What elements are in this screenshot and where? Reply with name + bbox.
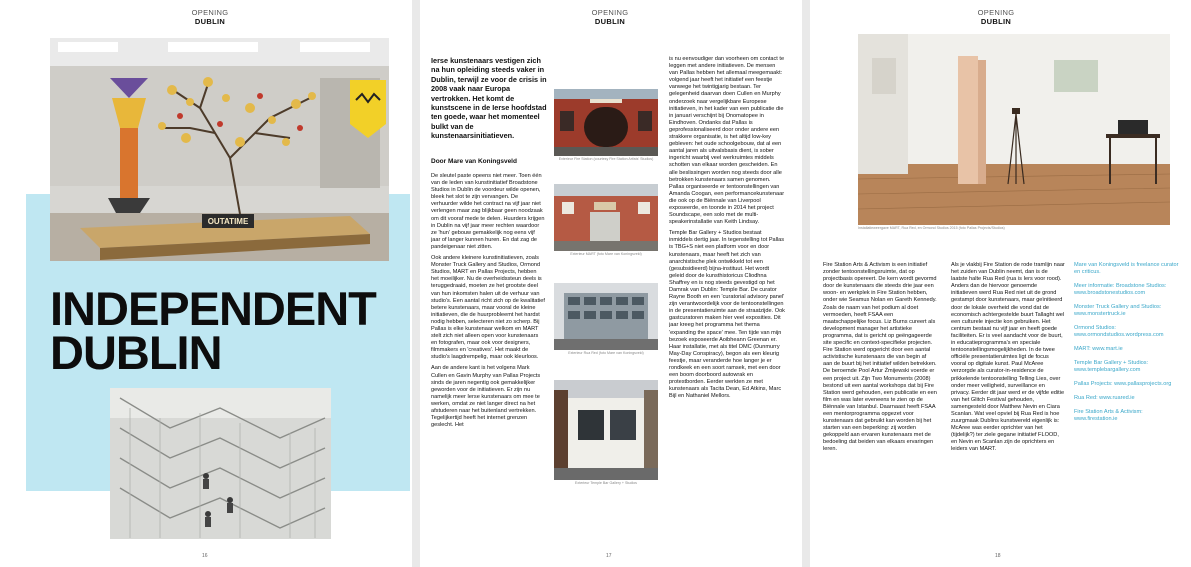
info-link[interactable]: Meer informatie: Broadstone Studios: www.broadstonestudios.com <box>1074 283 1167 296</box>
body-column-b: is nu eenvoudiger dan voorheen om contact te leggen met andere initiatieven. De mensen van Pallas hebben het allemaal meegemaakt: volgend jaar heeft het initiatief een feestje vanwege het twintigjarig bestaan. Ter gelegenheid daarvan doen Cullen en Murphy onderzoek naar vergelijkbare Europese initiatieven, in het kader van een publicatie die in januari verschijnt bij Onomatopee in Eindhoven. Ondanks dat Pallas is geprofessionaliseerd door onder andere een strakkere organisatie, is het altijd low-key gebleven: het oude schoolgebouw, dat al een aantal jaren als uitvalsbasis dient, is sober ingericht waarbij veel werkruimtes middels schotten van elkaar worden gescheiden. En alle beslissingen worden nog steeds door alle betrokken kunstenaars samen genomen. Pallas organiseerde er tentoonstellingen van Amanda Coogan, een performancekunstenaar die ook op de Biënnale van Liverpool exposeerde, en toonde in 2014 het project Soundscape, een solo met de multi-speakerinstallatie van Keith Lindsay. Temple Bar Gallery + Studios bestaat inmiddels dertig jaar. In tegenstelling tot Pallas is TBG+S niet een platform voor en door kunstenaars, maar heeft het zich van anarchistische plek ontwikkeld tot een (gesubsidieerd) bijna-instituut. Het wordt geleid door de kunsthistoricus Cliodhna Shaffrey en is nog steeds gevestigd op het Damrak van Dublin: Temple Bar. De curator Rayne Booth en een 'curatorial advisory panel' zijn verantwoordelijk voor de tentoonstellingen in de presentatieruimte aan de straatzijde. Ook gastcuratoren maken hier veel exposities. Dit jaar kreeg het programma het thema 'expanding the space' mee. Ten tijde van mijn bezoek exposeerde Aoibheann Greenan er. Haar installatie, met als titel DMC (Dunmurry May-Day Conspiracy), begon als een kleurig feestje, maar veranderde hoe langer je er rondkeek en een soort ramsek, met een door een boom doorboord autowrak en protestborden. Eerder werkten ze met kunstenaars als Tacita Dean, Ed Atkins, Marc Bijl en Nathaniel Mellors. <box>669 56 785 400</box>
info-link[interactable]: MART: www.mart.ie <box>1074 346 1123 352</box>
framed-artwork <box>1054 60 1098 92</box>
photo-caption-right: Installatieweergave MART, Rua Red, en Ormond Studios 2015 (foto Pallas Projects/Studios) <box>858 226 1005 230</box>
info-link[interactable]: Monster Truck Gallery and Studios: www.monstertruck.ie <box>1074 304 1162 317</box>
temple-bar-photo <box>554 380 658 480</box>
body-column-a: De sleutel paste opeens niet meer. Toen één van de leden van kunstinitiatief Broadstone Studios in Dublin de voordeur wilde openen, bleek het slot te zijn vervangen. De verhuurder wilde het contract na vijf jaar niet verlengen maar zag blijkbaar geen noodzaak om dit vooraf mede te delen. Huurders krijgen in Dublin na vijf jaar meer rechten waardoor ze 'hun' gebouw gemakkelijk nog eens vijf jaar of langer kunnen huren. En dat zag de pandeigenaar niet zitten. Ook andere kleinere kunstinitiatieven, zoals Monster Truck Gallery and Studios, Ormond Studios, MART en Pallas Projects, hebben het moeilijker. Nu de overheidssteun deels is teruggedraaid, moeten ze het grootste deel van hun inkomsten halen uit de verhuur van studio's. Een aantal richt zich op de kwalitatief betere kunstenaars, maar vooral de kleine initiatieven, die de huurprobleemt het hardst nodig hebben, selecteren niet zo scherp. Bij Pallas is elke kunstenaar welkom en MART stelt zich niet alleen open voor kunstenaars en fotografen, maar ook voor designers, filmmakers en 'creatives'. Het maakt de studio's laagdrempelig, maar ook kleurloos. Aan de andere kant is het volgens Mark Cullen en Gavin Murphy van Pallas Projects sinds de jaren negentig ook gemakkelijker geworden voor de initiatieven. Er zijn nu namelijk meer Ierse kunstenaars om mee te werken, omdat ze niet langer direct na het afstuderen naar het buitenland vertrekken. Tegelijkertijd heeft het internet grenzen geslecht. Het <box>431 173 545 429</box>
page-number-left: 16 <box>202 553 208 559</box>
middle-page <box>420 0 802 567</box>
photo-caption: Exterieur Fire Station (courtesy Fire Station Artists' Studios) <box>558 157 654 161</box>
gallery-installation-photo <box>50 38 389 261</box>
photo-caption: Exterieur Rua Red (foto Mare van Koningsveld) <box>568 351 644 355</box>
headline <box>50 282 376 379</box>
running-header-left: OPENING DUBLIN <box>191 8 229 26</box>
pink-column-sculpture <box>958 56 978 184</box>
photo-caption: Exterieur MART (foto Mare van Koningsveld) <box>570 252 642 256</box>
outatime-plate: OUTATIME <box>207 217 249 226</box>
info-link[interactable]: Fire Station Arts & Activism: www.firestation.ie <box>1074 409 1143 422</box>
left-page <box>0 0 412 567</box>
running-header-right: OPENING DUBLIN <box>977 8 1015 26</box>
stairwell-photo <box>110 388 331 539</box>
info-sidebar <box>1074 262 1182 430</box>
info-link[interactable]: Ormond Studios: www.ormondstudios.wordpress.com <box>1074 325 1164 338</box>
mart-photo <box>554 184 658 251</box>
info-link[interactable]: Pallas Projects: www.pallasprojects.org <box>1074 381 1172 387</box>
body-column-c: Fire Station Arts & Activism is een initiatief zonder tentoonstellingsruimte, dat op projectbasis opereert. De kern wordt gevormd door de kunstenaars die steeds drie jaar een woon- en werkplek in Fire Station hebben, onder wie Seamus Nolan en Gareth Kennedy. Zoals de naam van het podium al doet vermoeden, heeft FSAA een maatschappelijke focus. Liz Burns cureert als development manager het artistieke programma, dat is gericht op geëngageerde site specific en context-specifieke projecten. Fire Station werd opgericht door een aantal activistische kunstenaars die van begin af aan de buurt bij het initiatief wilden betrekken. De beroemde Pool Artur Żmijewski voerde er een project uit. Zijn Two Monuments (2008) bestond uit een aantal workshops dat bij Fire Station werd gehouden, een publicatie en een film en was later eveneens te zien op de Biënnale van Istanbul. Daarnaast heeft FSAA een mentorprogramma opgezet voor kunstenaars dat gebruikt kan worden bij het starten van een beperking: zij worden gekoppeld aan ervaren kunstenaars met de bedoeling dat beiden van elkaars ervaringen leren. <box>823 262 937 453</box>
author-note: Mare van Koningsveld is freelance curator en criticus. <box>1074 262 1179 275</box>
intro-lead: Ierse kunstenaars vestigen zich na hun opleiding steeds vaker in Dublin, terwijl ze voor de crisis in 2008 vaak naar Europa vertrokken. Het komt de kunstscene in de Ierse hoofdstad ten goede, waar het momenteel bulkt van de kunstenaarsinitiatieven. <box>431 56 547 141</box>
fire-station-photo <box>554 89 658 156</box>
running-header-middle: OPENING DUBLIN <box>591 8 629 26</box>
page-number-right: 18 <box>995 553 1001 559</box>
info-link[interactable]: Rua Red: www.ruared.ie <box>1074 395 1135 401</box>
byline: Door Mare van Koningsveld <box>431 158 517 165</box>
exhibition-room-photo <box>858 34 1170 225</box>
page-number-middle: 17 <box>606 553 612 559</box>
rua-red-photo <box>554 283 658 350</box>
headline-line-2: DUBLIN <box>50 326 222 379</box>
photo-caption: Exterieur Temple Bar Gallery + Studios <box>575 481 637 485</box>
body-column-d: Als je vlakbij Fire Station de rode tramlijn naar het zuiden van Dublin neemt, dan is de laatste halte Rua Red (rua is Iers voor rood). Anders dan de hiervoor genoemde initiatieven werd Rua Red niet uit de grond gestampt door kunstenaars, maar geïnitieerd door de lokale overheid die vond dat de economisch achtergestelde buurt Tallaght wel een culturele injectie kon gebruiken. Het centrum bestaat nu vijf jaar en heeft goede faciliteiten. Er is veel aandacht voor de buurt, in educatieprogramma's en speciale tentoonstellingsmogelijkheden. In de twee officiële presentatieruimtes ligt de focus vooral op digitale kunst. Paul McAree verzorgde als curator-in-residence de prikkelende tentoonstelling Telling Lies, over onder meer veiligheid, surveillance en privacy. Eerder dit jaar werd er de vijfde editie van het Glitch Festival gehouden, samengesteld door Matthew Nevin en Ciara Scanlan. Wat veel opviel bij Rua Red is hoe zuurgmaak Dublins kunstwereld eigenlijk is: McAree was eerder oprichter van het (tijdelijk?) ter ziele gegane initiatief FLOOD, en Nevin en Scanlan zijn de oprichters en leiders van MART. <box>951 262 1065 453</box>
info-link[interactable]: Temple Bar Gallery + Studios: www.templebargallery.com <box>1074 360 1149 373</box>
headline-line-1: INDEPENDENT <box>50 282 376 335</box>
right-page <box>810 0 1191 567</box>
